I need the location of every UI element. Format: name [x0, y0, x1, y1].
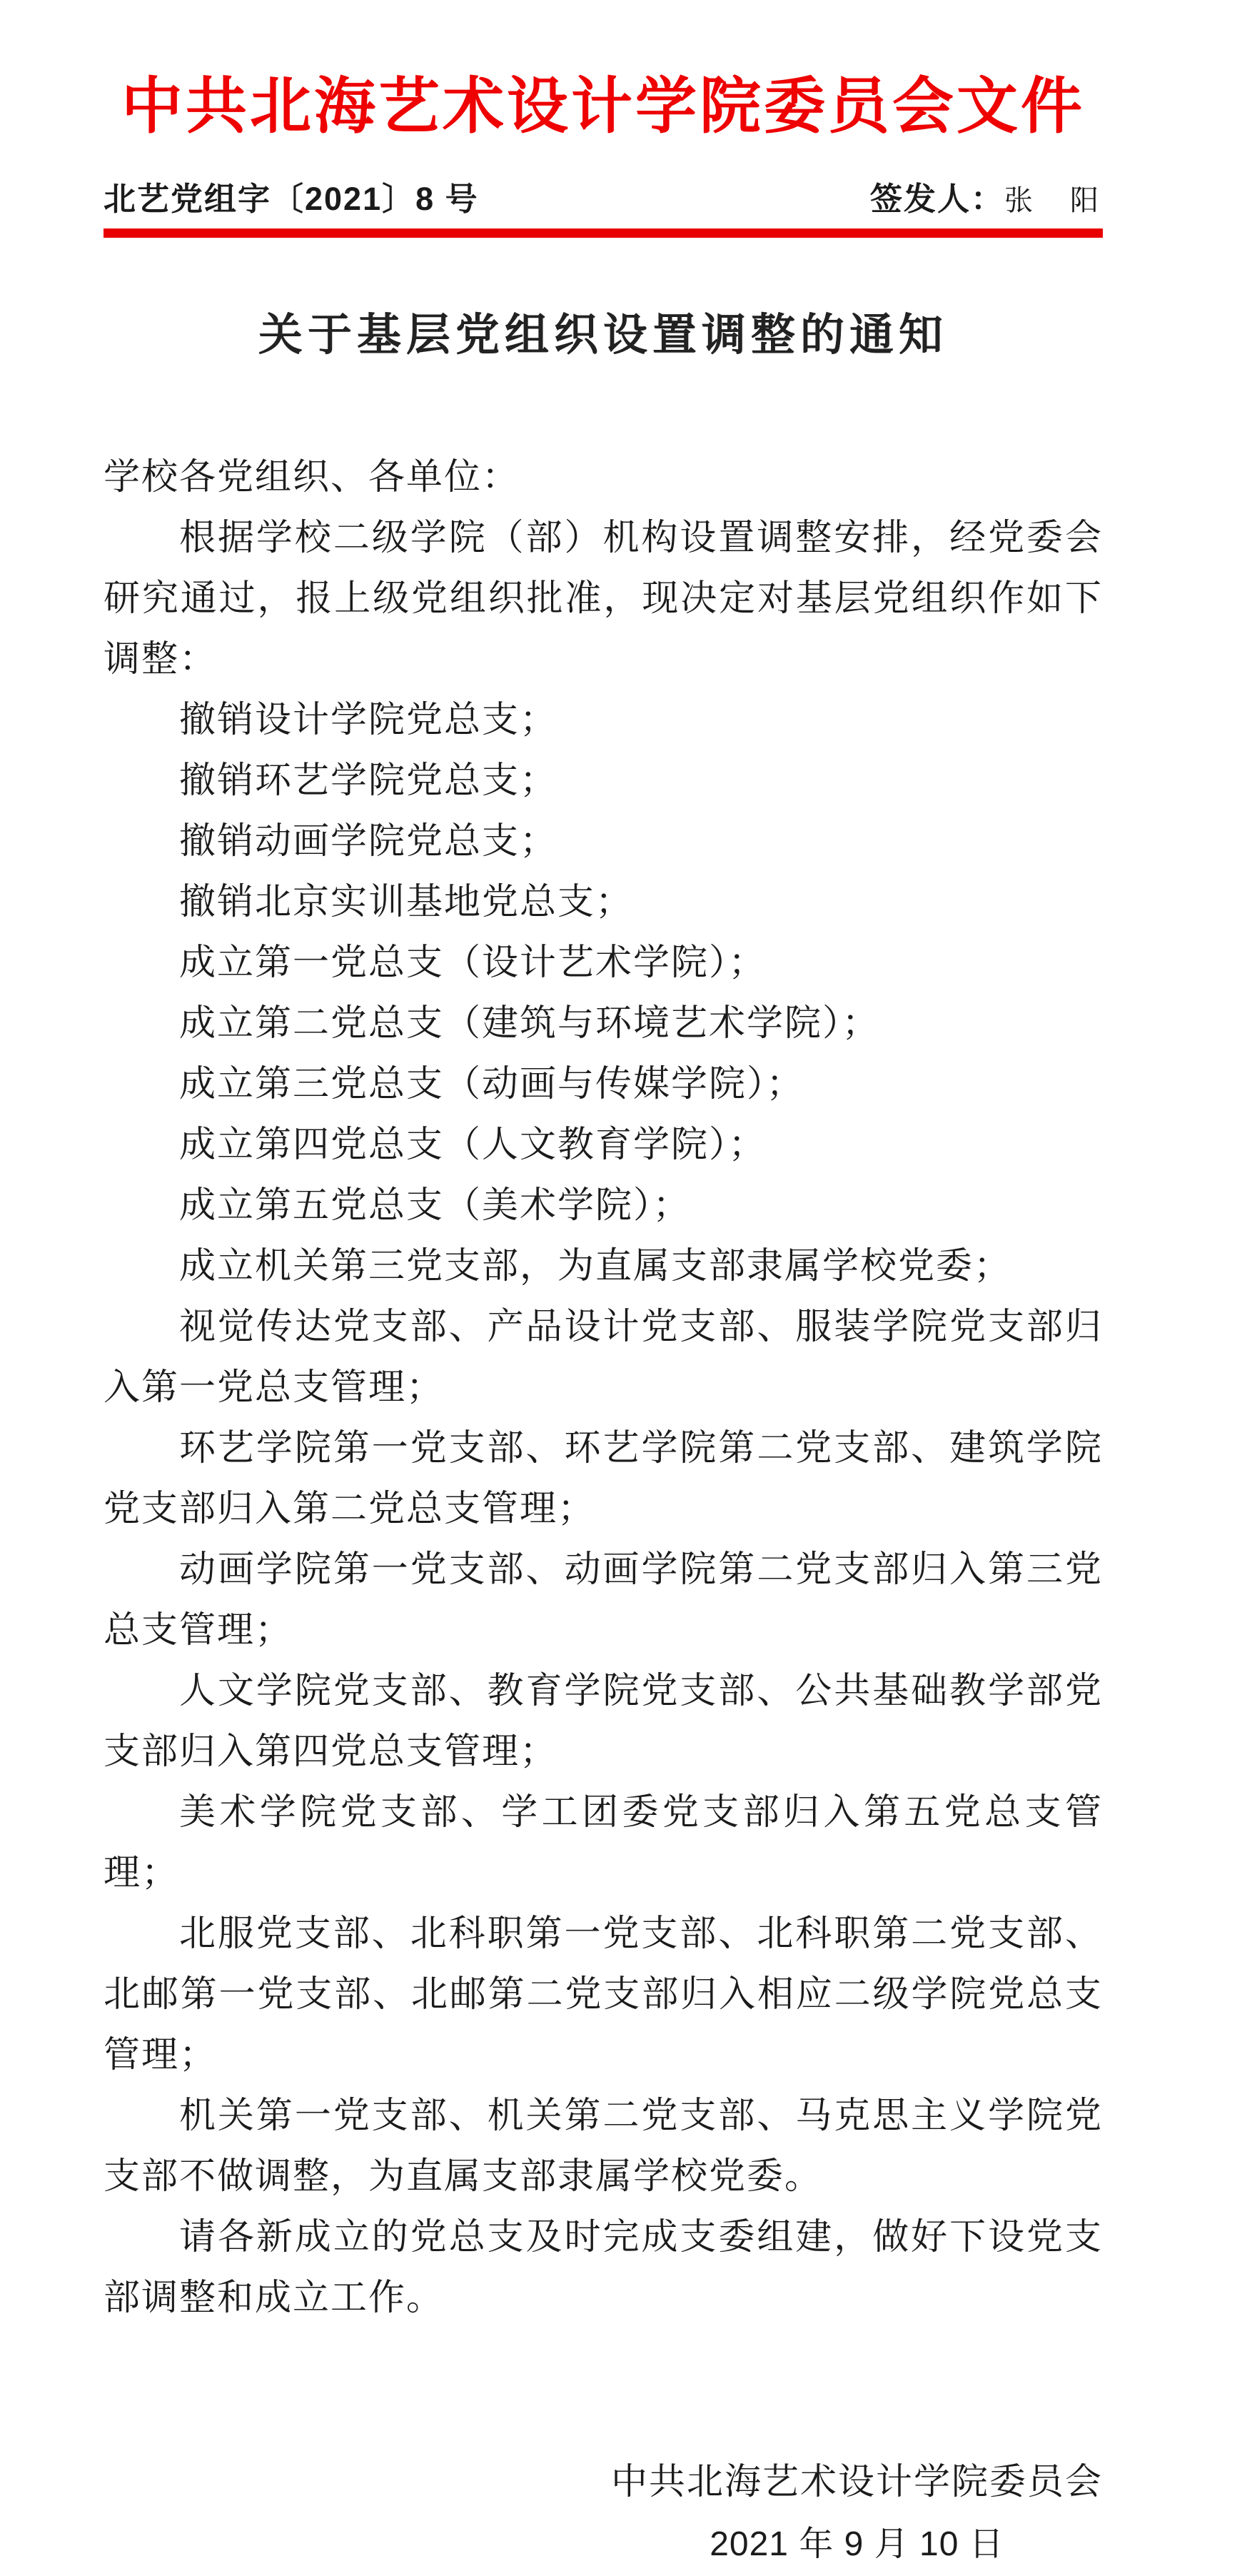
body-paragraph: 成立第四党总支（人文教育学院）；: [179, 1124, 767, 1164]
document-header-title: 中共北海艺术设计学院委员会文件: [121, 72, 1085, 141]
body-paragraph: 机关第一党支部、机关第二党支部、马克思主义学院党支部不做调整，为直属支部隶属学校党委。: [104, 2095, 1103, 2196]
body-paragraph: 美术学院党支部、学工团委党支部归入第五党总支管理；: [104, 1791, 1103, 1893]
header-divider: [104, 228, 1103, 238]
document-content: [104, 70, 1103, 2576]
signature-block: [611, 2450, 1103, 2576]
issuer-label: 签发人：: [869, 181, 1004, 217]
body-paragraph: 根据学校二级学院（部）机构设置调整安排，经党委会研究通过，报上级党组织批准，现决定对基层党组织作如下调整：: [104, 517, 1103, 679]
doc-number: 北艺党组字〔2021〕8 号: [104, 181, 479, 217]
body-paragraph: 成立机关第三党支部，为直属支部隶属学校党委；: [179, 1245, 1012, 1286]
signature-date: 2021 年 9 月 10 日: [710, 2525, 1004, 2563]
doc-number-row: [104, 181, 1103, 218]
body-paragraph: 成立第二党总支（建筑与环境艺术学院）；: [179, 1002, 880, 1043]
issuer: [870, 181, 1103, 218]
body-paragraph: 北服党支部、北科职第一党支部、北科职第二党支部、北邮第一党支部、北邮第二党支部归入相应二级学院党总支管理；: [104, 1913, 1103, 2075]
body-paragraph: 撤销环艺学院党总支；: [179, 760, 558, 800]
body-paragraph: 撤销北京实训基地党总支；: [179, 881, 634, 922]
body-paragraph: 人文学院党支部、教育学院党支部、公共基础教学部党支部归入第四党总支管理；: [104, 1670, 1103, 1771]
body-paragraph: 请各新成立的党总支及时完成支委组建，做好下设党支部调整和成立工作。: [104, 2216, 1103, 2318]
salutation: 学校各党组织、各单位：: [104, 456, 520, 497]
body-paragraph: 成立第三党总支（动画与传媒学院）；: [179, 1063, 804, 1104]
document-title: 关于基层党组织设置调整的通知: [258, 311, 948, 360]
body-paragraph: 成立第五党总支（美术学院）；: [179, 1184, 691, 1225]
document-body: [104, 446, 1103, 2328]
body-paragraph: 撤销设计学院党总支；: [179, 699, 558, 740]
issuer-name: 张 阳: [1004, 184, 1103, 216]
body-paragraph: 撤销动画学院党总支；: [179, 820, 558, 861]
body-paragraph: 视觉传达党支部、产品设计党支部、服装学院党支部归入第一党总支管理；: [104, 1306, 1103, 1407]
document-page: [0, 70, 1252, 2575]
signature-org: 中共北海艺术设计学院委员会: [610, 2461, 1103, 2502]
body-paragraph: 环艺学院第一党支部、环艺学院第二党支部、建筑学院党支部归入第二党总支管理；: [104, 1427, 1103, 1529]
body-paragraph: 成立第一党总支（设计艺术学院）；: [179, 942, 767, 982]
body-paragraph: 动画学院第一党支部、动画学院第二党支部归入第三党总支管理；: [104, 1549, 1103, 1650]
